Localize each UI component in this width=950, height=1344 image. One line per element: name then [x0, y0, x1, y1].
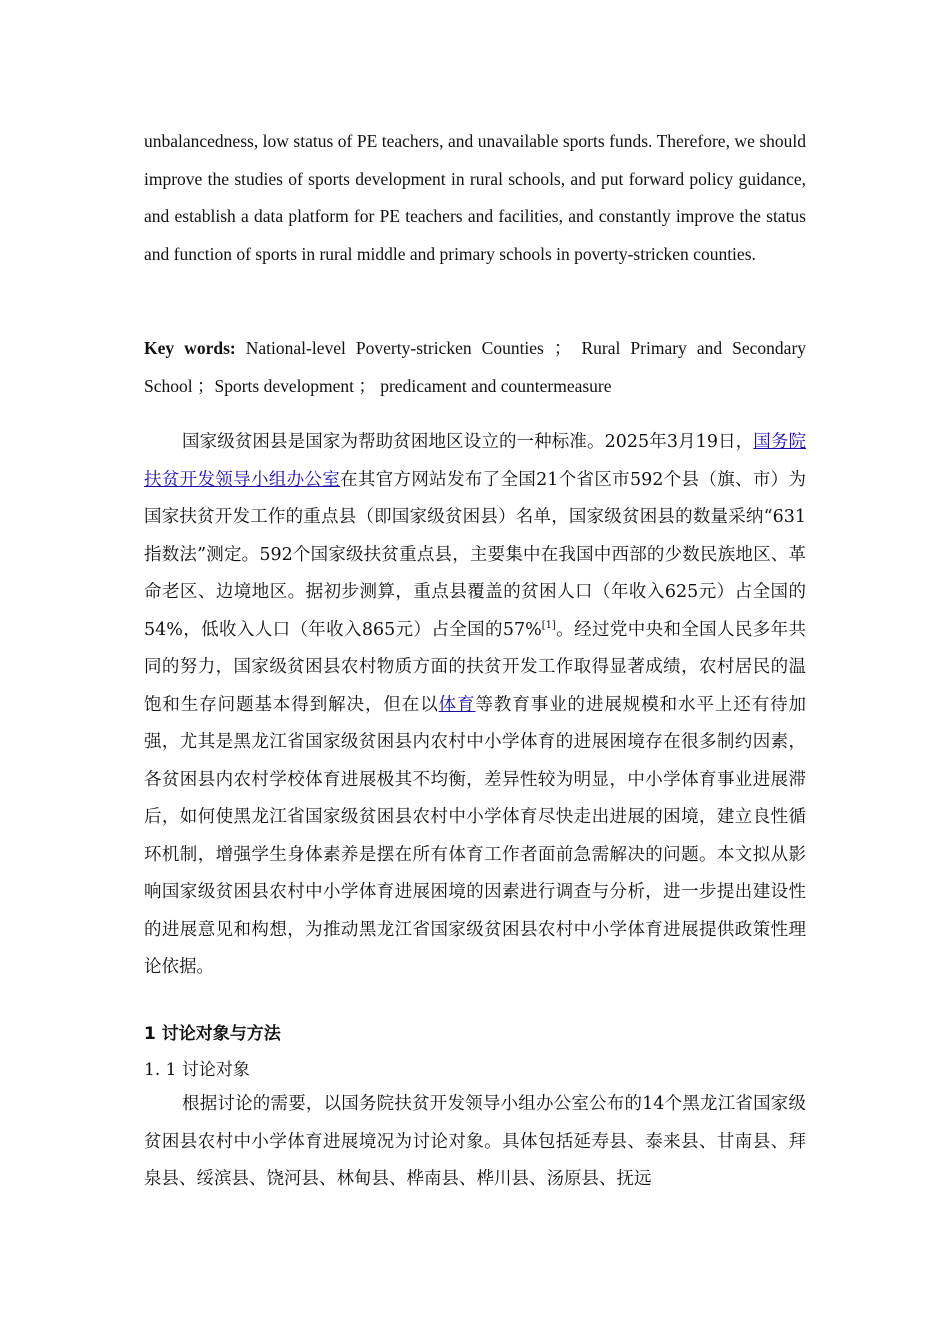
intro-text-2: 在其官方网站发布了全国21个省区市592个县（旗、市）为国家扶贫开发工作的重点县（即国家级贫困县）名单，国家级贫困县的数量采纳“631指数法”测定。592个国家级扶贫重点县，主要集中在我国中西部的少数民族地区、革命老区、边境地区。据初步测算，重点县覆盖的贫困人口（年收入625元）占全国的54%，低收入人口（年收入865元）占全国的57% — [144, 469, 806, 640]
subsection-heading: 1. 1 讨论对象 — [144, 1060, 250, 1080]
intro-text-4: 等教育事业的进展规模和水平上还有待加强，尤其是黑龙江省国家级贫困县内农村中小学体育的进展困境存在很多制约因素，各贫困县内农村学校体育进展极其不均衡，差异性较为明显，中小学体育事业进展滞后，如何使黑龙江省国家级贫困县农村中小学体育尽快走出进展的困境，建立良性循环机制，增强学生身体素养是摆在所有体育工作者面前急需解决的问题。本文拟从影响国家级贫困县农村中小学体育进展困境的因素进行调查与分析，进一步提出建设性的进展意见和构想，为推动黑龙江省国家级贫困县农村中小学体育进展提供政策性理论依据。 — [144, 694, 807, 977]
keywords-paragraph — [144, 330, 806, 405]
intro-text-1: 国家级贫困县是国家为帮助贫困地区设立的一种标准。2025年3月19日， — [182, 432, 754, 452]
research-object-paragraph: 根据讨论的需要，以国务院扶贫开发领导小组办公室公布的14个黑龙江省国家级贫困县农村中小学体育进展境况为讨论对象。具体包括延寿县、泰来县、甘南县、拜泉县、绥滨县、饶河县、林甸县、桦南县、桦川县、汤原县、抚远 — [144, 1094, 806, 1189]
intro-paragraph — [144, 424, 806, 987]
abstract-continuation: unbalancedness, low status of PE teachers, and unavailable sports funds. Therefore, we should improve the studies of sports development in rural schools, and put forward policy guidance, and establish a data platform for PE teachers and facilities, and constantly improve the status and function of sports in rural middle and primary schools in poverty-stricken counties. — [144, 131, 806, 264]
sports-link[interactable]: 体育 — [438, 694, 476, 715]
intro-text-3: 。经过党中央和全国人民多年共同的努力，国家级贫困县农村物质方面的扶贫开发工作取得显著成绩，农村居民的温饱和生存问题基本得到解决，但在以 — [144, 619, 806, 715]
state-council-office-link[interactable]: 国务院扶贫开发领导小组办公室 — [144, 432, 807, 490]
section-heading: 1 讨论对象与方法 — [144, 1024, 281, 1044]
citation-ref[interactable]: [1] — [541, 619, 556, 631]
keywords-label: Key words: — [144, 338, 236, 358]
keywords-text: National-level Poverty-stricken Counties ； Rural Primary and Secondary School ；Sports development ； predicament and countermeasure — [144, 338, 807, 396]
